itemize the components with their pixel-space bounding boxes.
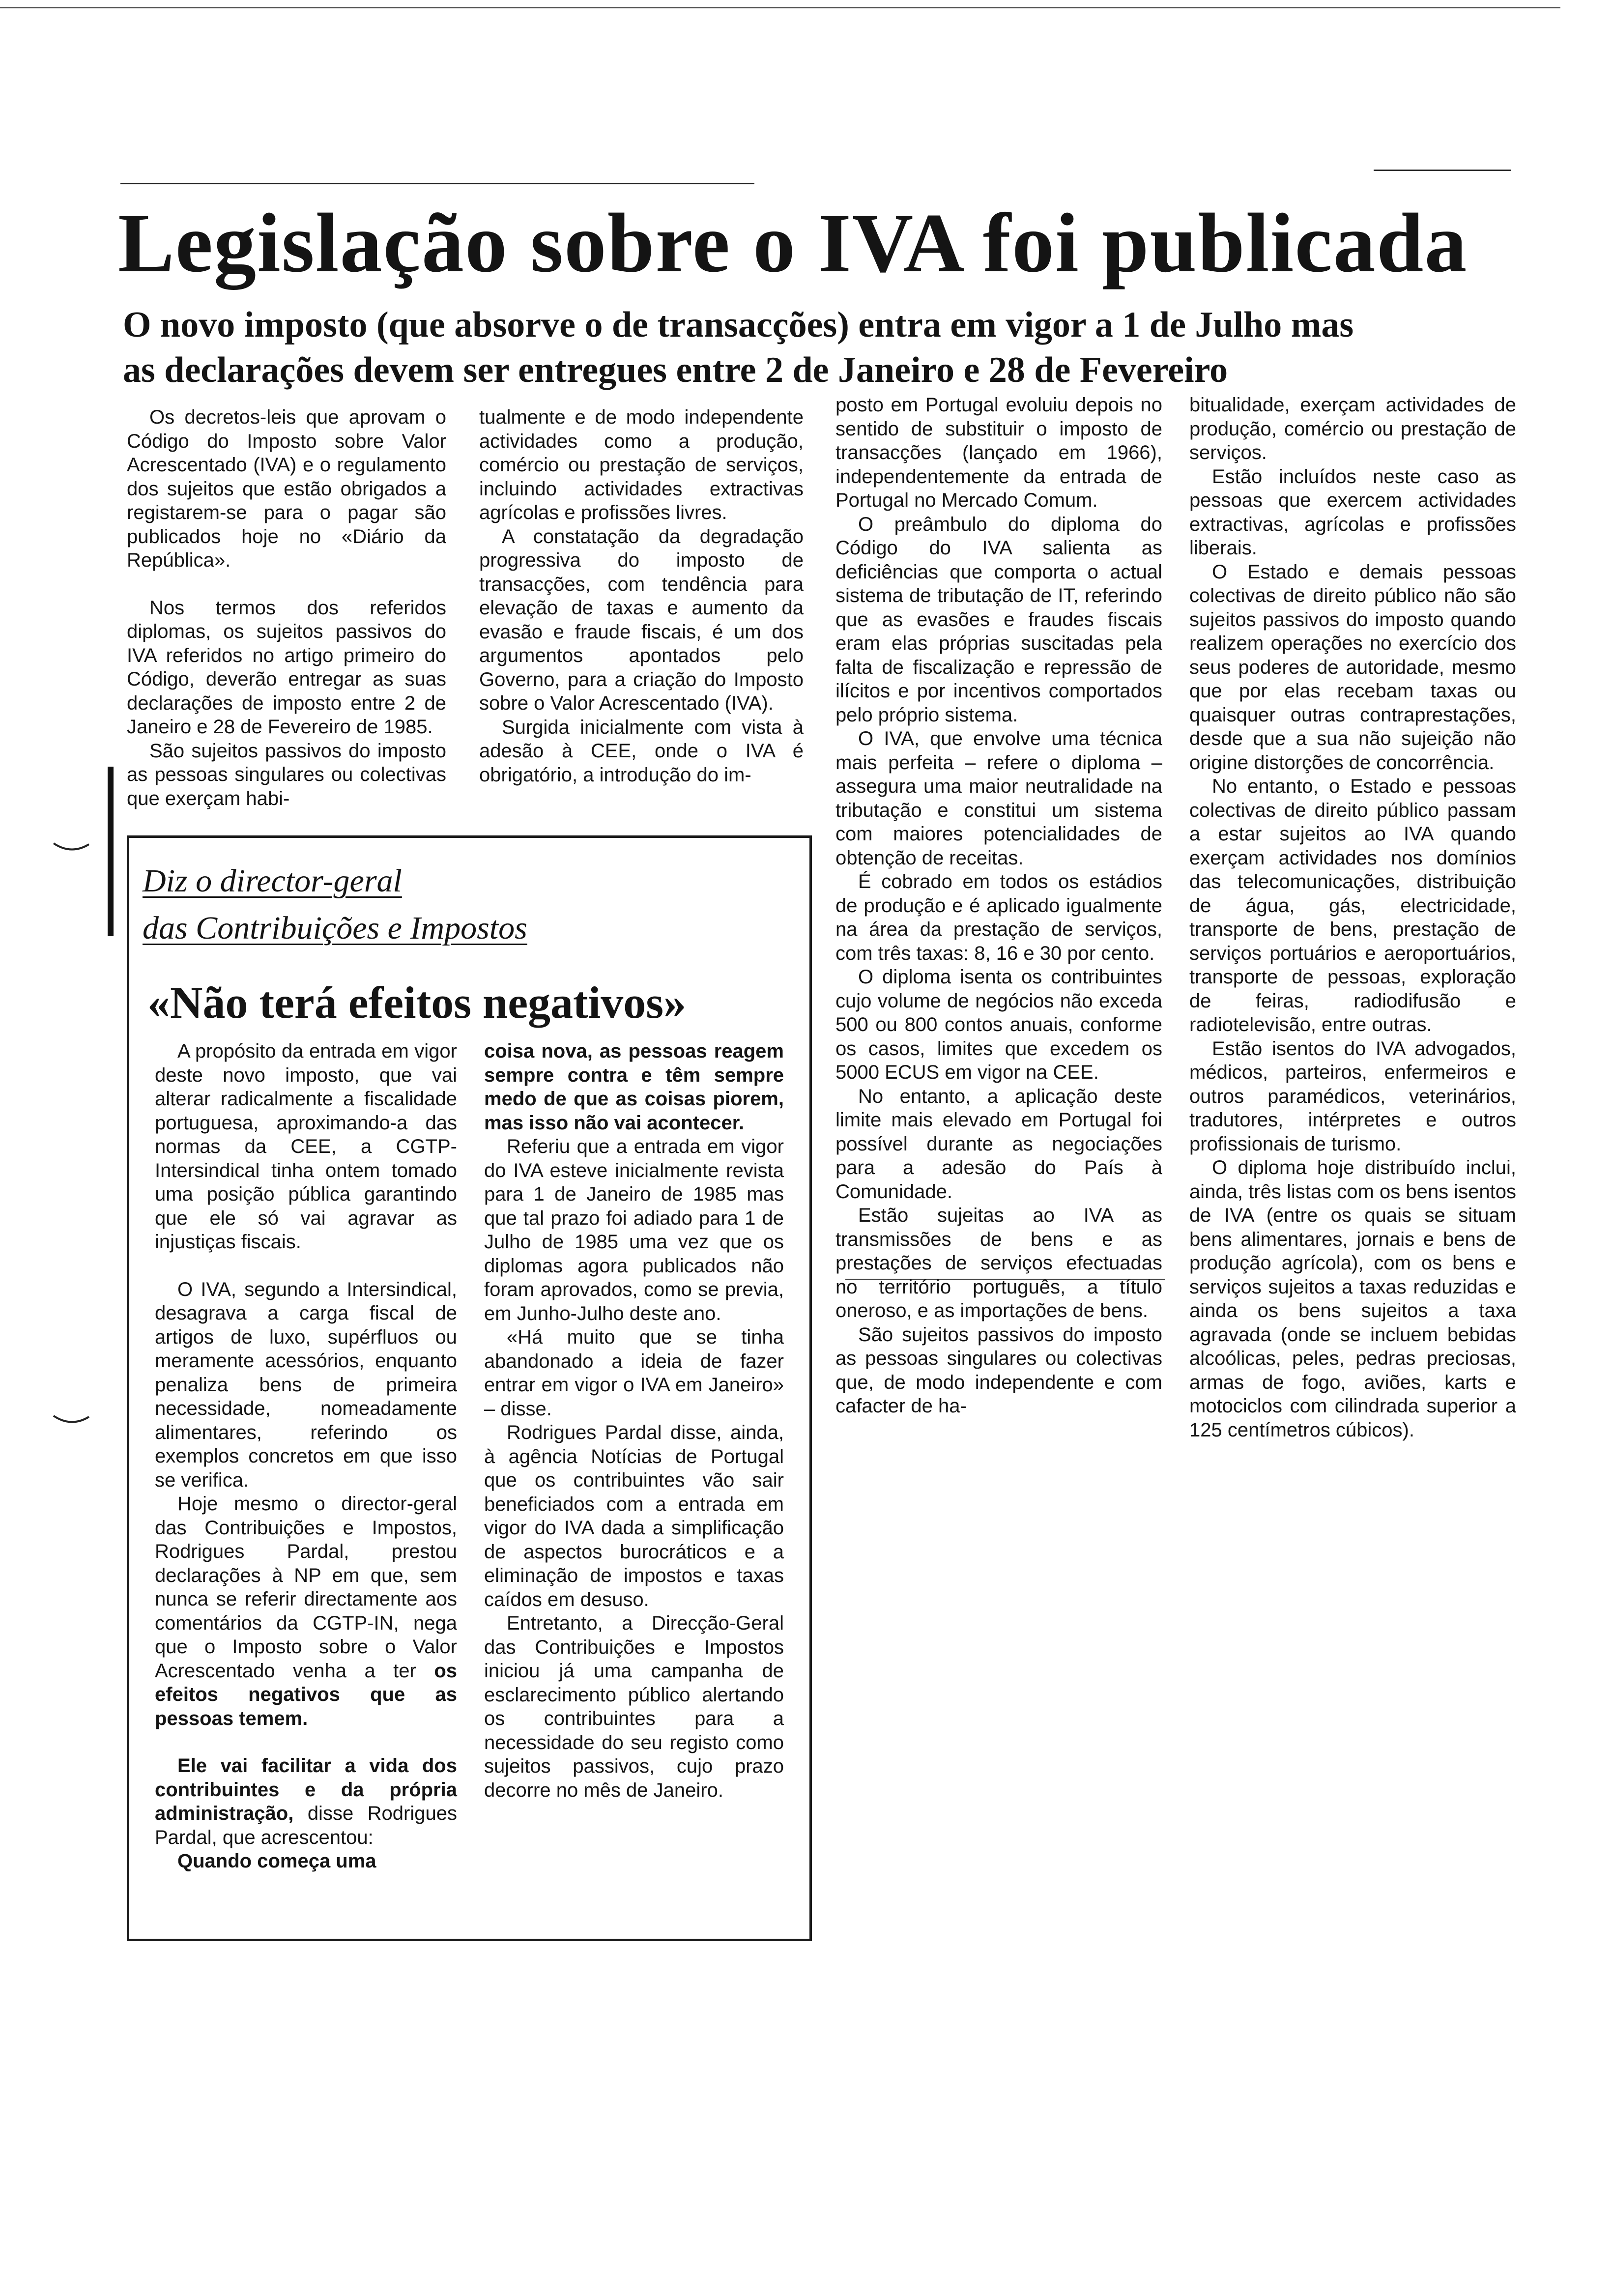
sidebar-kicker bbox=[143, 858, 772, 952]
paragraph: Entretanto, a Direcção-Geral das Contribuições e Impostos iniciou já uma campanha de esclarecimento público alertando os contribuintes para a necessidade do seu registo como sujeitos passivos, cujo prazo decorre no mês de Janeiro. bbox=[484, 1612, 784, 1801]
paragraph: Quando começa uma bbox=[177, 1850, 376, 1872]
paragraph: Os decretos-leis que aprovam o Código do Imposto sobre Valor Acrescentado (IVA) e o regulamento dos sujeitos que estão obrigados a registarem-se para o pagar são publicados hoje no «Diário da República». bbox=[127, 406, 446, 571]
subhead-line-1: O novo imposto (que absorve o de transacções) entra em vigor a 1 de Julho mas bbox=[123, 305, 1354, 345]
paragraph: bitualidade, exerçam actividades de produção, comércio ou prestação de serviços. bbox=[1189, 394, 1516, 463]
paragraph: tualmente e de modo independente actividades como a produção, comércio ou prestação de serviços, incluindo actividades extractivas agrícolas e profissões livres. bbox=[479, 406, 804, 523]
article-column-4 bbox=[1189, 393, 1516, 1442]
kicker-line-2: das Contribuições e Impostos bbox=[143, 910, 527, 946]
subhead-line-2: as declarações devem ser entregues entre 2 de Janeiro e 28 de Fevereiro bbox=[123, 350, 1228, 390]
paragraph: O IVA, que envolve uma técnica mais perfeita – refere o diploma – assegura uma maior neutralidade na tributação e constitui um sistema com maiores potencialidades de obtenção de receitas. bbox=[835, 728, 1162, 869]
paragraph: No entanto, a aplicação deste limite mais elevado em Portugal foi possível durante as negociações para a adesão do País à Comunidade. bbox=[835, 1085, 1162, 1203]
paragraph: Surgida inicialmente com vista à adesão à CEE, onde o IVA é obrigatório, a introdução do im- bbox=[479, 716, 804, 786]
headline: Legislação sobre o IVA foi publicada bbox=[118, 197, 1468, 290]
subheadline bbox=[123, 302, 1450, 393]
paragraph: «Há muito que se tinha abandonado a ideia de fazer entrar em vigor o IVA em Janeiro» – disse. bbox=[484, 1326, 784, 1420]
paragraph: O diploma isenta os contribuintes cujo volume de negócios não exceda 500 ou 800 contos anuais, conforme os casos, limites que excedem os 5000 ECUS em vigor na CEE. bbox=[835, 966, 1162, 1083]
paragraph: Rodrigues Pardal disse, ainda, à agência Notícias de Portugal que os contribuintes vão sair beneficiados com a entrada em vigor do IVA dada a simplificação de aspectos burocráticos e a eliminação de impostos e taxas caídos em desuso. bbox=[484, 1422, 784, 1610]
paragraph: O preâmbulo do diploma do Código do IVA salienta as deficiências que comporta o actual sistema de tributação de IT, referindo que as evasões e fraudes fiscais eram elas próprias suscitadas pela falta de fiscalização e repressão de ilícitos e por incentivos comportados pelo próprio sistema. bbox=[835, 513, 1162, 726]
sidebar-column-left bbox=[155, 1039, 457, 1873]
article-column-3 bbox=[835, 393, 1162, 1418]
paragraph: Estão sujeitas ao IVA as transmissões de bens e as prestações de serviços efectuadas no território português, a título oneroso, e as importações de bens. bbox=[835, 1205, 1162, 1321]
paragraph: No entanto, o Estado e pessoas colectivas de direito público passam a estar sujeitos ao IVA quando exerçam actividades nos domínios das telecomunicações, distribuição de água, gás, electricidade, transporte de bens, prestação de serviços portuários e aeroportuários, transporte de pessoas, exploração de feiras, radiodifusão e radiotelevisão, entre outras. bbox=[1189, 775, 1516, 1035]
paragraph: A constatação da degradação progressiva do imposto de transacções, com tendência para elevação de taxas e aumento da evasão e fraude fiscais, é um dos argumentos apontados pelo Governo, para a criação do Imposto sobre o Valor Acrescentado (IVA). bbox=[479, 525, 804, 714]
paragraph: Estão isentos do IVA advogados, médicos, parteiros, enfermeiros e outros paramédicos, veterinários, tradutores, intérpretes e outros profissionais de turismo. bbox=[1189, 1037, 1516, 1155]
paragraph: O Estado e demais pessoas colectivas de direito público não são sujeitos passivos do imposto quando realizem operações no exercício dos seus poderes de autoridade, mesmo que por elas recebam taxas ou quaisquer outras contraprestações, desde que a sua não sujeição não origine distorções de concorrência. bbox=[1189, 561, 1516, 774]
article-column-2 bbox=[479, 405, 804, 787]
headline-rule-right bbox=[1374, 170, 1511, 171]
paragraph: O diploma hoje distribuído inclui, ainda, três listas com os bens isentos de IVA (entre os quais se situam bens alimentares, jornais e bens de produção agrícola), com os bens e serviços sujeitos a taxas reduzidas e ainda os bens sujeitos a taxa agravada (onde se incluem bebidas alcoólicas, peles, pedras preciosas, armas de fogo, aviões, karts e motociclos com cilindrada superior a 125 centímetros cúbicos). bbox=[1189, 1157, 1516, 1441]
top-page-rule bbox=[0, 7, 1560, 8]
paragraph: Ele vai facilitar a vida dos contribuintes e da própria administração, disse Rodrigues Pardal, que acrescentou: bbox=[155, 1755, 457, 1848]
paragraph: Nos termos dos referidos diplomas, os sujeitos passivos do IVA referidos no artigo primeiro do Código, deverão entregar as suas declarações de imposto entre 2 de Janeiro e 28 de Fevereiro de 1985. bbox=[127, 597, 446, 738]
paragraph: Referiu que a entrada em vigor do IVA esteve inicialmente revista para 1 de Janeiro de 1985 mas que tal prazo foi adiado para 1 de Julho de 1985 uma vez que os diplomas agora publicados não foram aprovados, como se previa, em Junho-Julho deste ano. bbox=[484, 1136, 784, 1324]
paragraph: posto em Portugal evoluiu depois no sentido de substituir o imposto de transacções (lançado em 1966), independentemente da entrada de Portugal no Mercado Comum. bbox=[835, 394, 1162, 511]
margin-tick-mark bbox=[52, 1413, 91, 1428]
margin-tick-mark bbox=[52, 840, 91, 855]
paragraph: O IVA, segundo a Intersindical, desagrava a carga fiscal de artigos de luxo, supérfluos ou meramente acessórios, enquanto penaliza bens de primeira necessidade, nomeadamente alimentares, referindo os exemplos concretos em que isso se verifica. bbox=[155, 1278, 457, 1491]
paragraph: Estão incluídos neste caso as pessoas que exercem actividades extractivas, agrícolas e profissões liberais. bbox=[1189, 465, 1516, 559]
kicker-line-1: Diz o director-geral bbox=[143, 863, 402, 899]
paragraph: Hoje mesmo o director-geral das Contribuições e Impostos, Rodrigues Pardal, prestou declarações à NP em que, sem nunca se referir directamente aos comentários da CGTP-IN, nega que o Imposto sobre o Valor Acrescentado venha a ter os efeitos negativos que as pessoas temem. bbox=[155, 1493, 457, 1729]
margin-bracket-mark bbox=[101, 764, 120, 941]
paragraph: São sujeitos passivos do imposto as pessoas singulares ou colectivas que, de modo independente e com cafacter de ha- bbox=[835, 1323, 1162, 1417]
sidebar-column-right bbox=[484, 1039, 784, 1802]
sidebar-title: «Não terá efeitos negativos» bbox=[147, 977, 687, 1028]
article-column-1 bbox=[127, 405, 446, 810]
headline-rule-left bbox=[120, 183, 754, 184]
paragraph: A propósito da entrada em vigor deste novo imposto, que vai alterar radicalmente a fiscalidade portuguesa, aproximando-a das normas da CEE, a CGTP-Intersindical tinha ontem tomado uma posição pública garantindo que ele só vai agravar as injustiças fiscais. bbox=[155, 1040, 457, 1253]
paragraph: São sujeitos passivos do imposto as pessoas singulares ou colectivas que exerçam habi- bbox=[127, 740, 446, 809]
paragraph: coisa nova, as pessoas reagem sempre contra e têm sempre medo de que as coisas piorem, mas isso não vai acontecer. bbox=[484, 1040, 784, 1134]
paragraph: É cobrado em todos os estádios de produção e é aplicado igualmente na área da prestação de serviços, com três taxas: 8, 16 e 30 por cento. bbox=[835, 871, 1162, 964]
